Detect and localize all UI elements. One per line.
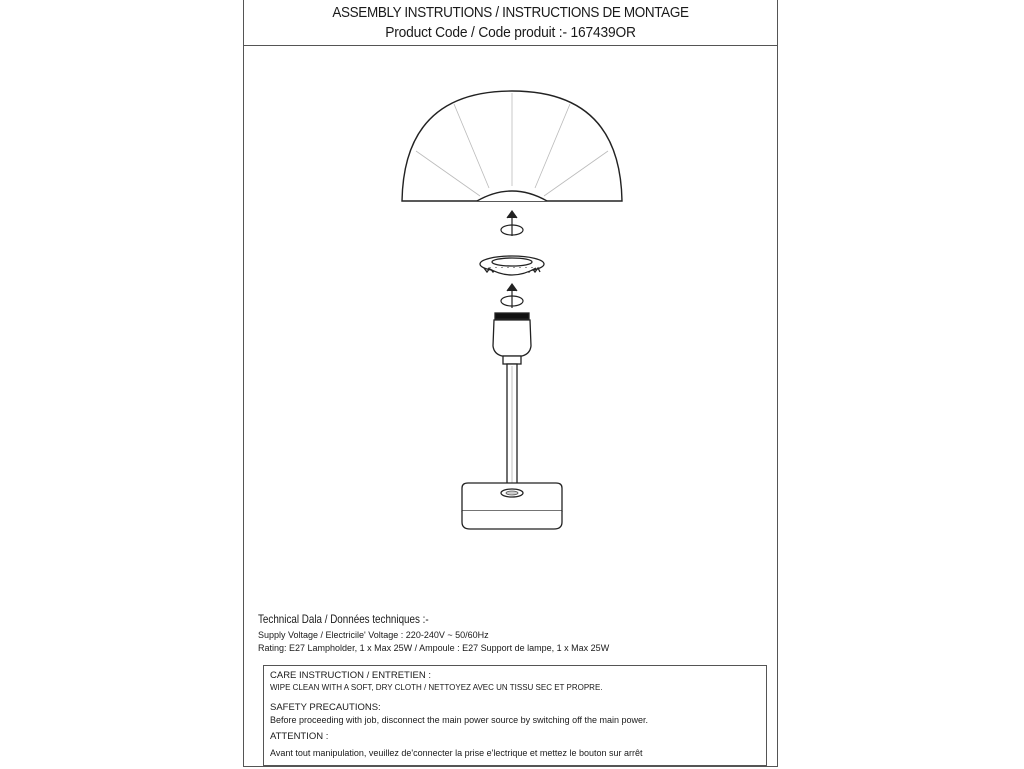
attention-text: Avant tout manipulation, veuillez de'connecter la prise e'lectrique et mettez le bouton sur arrêt: [270, 748, 643, 758]
lampshade: [402, 91, 622, 201]
instruction-sheet: [243, 0, 778, 767]
supply-voltage: Supply Voltage / Electricile' Voltage : 220-240V ~ 50/60Hz: [258, 630, 489, 640]
page-title: ASSEMBLY INSTRUTIONS / INSTRUCTIONS DE MONTAGE: [332, 4, 689, 21]
stem: [507, 364, 517, 486]
attention-heading: ATTENTION :: [270, 731, 329, 742]
rotate-up-arrow-icon: [501, 211, 523, 236]
rating: Rating: E27 Lampholder, 1 x Max 25W / Ampoule : E27 Support de lampe, 1 x Max 25W: [258, 643, 610, 653]
base: [462, 483, 562, 529]
safety-text: Before proceeding with job, disconnect the main power source by switching off the main power.: [270, 715, 649, 725]
header: [244, 0, 777, 46]
safety-heading: SAFETY PRECAUTIONS:: [270, 702, 381, 713]
assembly-diagram: [244, 46, 777, 606]
lampholder: [493, 313, 531, 364]
care-instructions-box: [263, 665, 767, 766]
product-code: Product Code / Code produit :- 167439OR: [385, 24, 636, 41]
care-text: WIPE CLEAN WITH A SOFT, DRY CLOTH / NETTOYEZ AVEC UN TISSU SEC ET PROPRE.: [270, 683, 603, 692]
care-heading: CARE INSTRUCTION / ENTRETIEN :: [270, 670, 431, 681]
technical-heading: Technical Dala / Données techniques :-: [258, 612, 429, 626]
rotate-up-arrow-icon: [501, 284, 523, 308]
technical-data: [258, 612, 768, 655]
shade-ring: [480, 256, 544, 275]
